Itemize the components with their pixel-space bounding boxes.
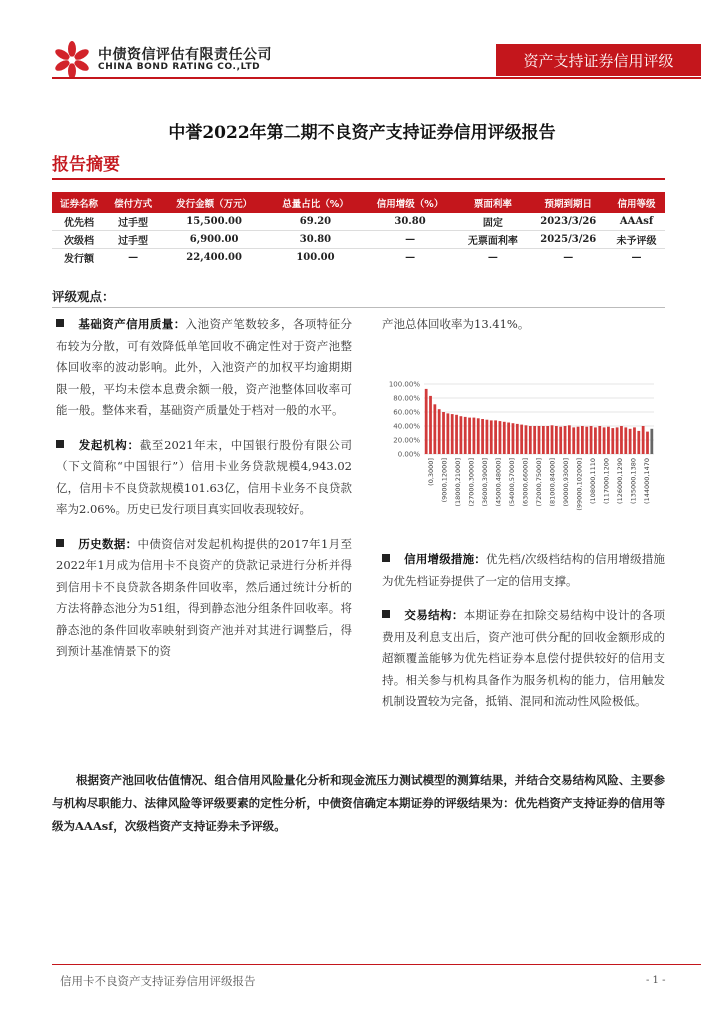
chart-bar	[516, 424, 519, 454]
chart-x-tick-label: (36000,39000]	[480, 458, 489, 507]
section-divider	[52, 178, 665, 180]
logo-flower-icon	[52, 40, 92, 80]
table-cell: —	[563, 252, 574, 263]
table-row	[52, 231, 665, 249]
point-text: 入池资产笔数较多，各项特征分布较为分散，可有效降低单笔回收不确定性对于资产池整体回收率的波动影响。此外，入池资产的加权平均逾期期限一般，平均未偿本息费余额一般，资产池整体回收率可能一般。整体来看，基础资产质量处于档对一般的水平。	[56, 317, 353, 417]
table-header-cell: 总量占比（%）	[268, 192, 363, 213]
table-cell: AAAsf	[608, 213, 665, 231]
table-header-cell: 证券名称	[52, 192, 106, 213]
table-cell: 15,500.00	[160, 213, 268, 231]
chart-bar	[646, 432, 649, 454]
chart-y-axis	[389, 381, 420, 459]
chart-bar	[429, 396, 432, 454]
square-bullet-icon	[56, 440, 64, 448]
point-originator	[56, 435, 352, 521]
chart-bar	[486, 420, 489, 454]
table-cell: 优先档	[52, 213, 106, 231]
chart-x-tick-label: (72000,75000]	[535, 458, 543, 507]
square-bullet-icon	[56, 539, 64, 547]
chart-bar	[650, 429, 653, 454]
chart-bar	[629, 429, 632, 454]
table-header-cell: 发行金额（万元）	[160, 192, 268, 213]
point-text: 本期证券在扣除交易结构中设计的各项费用及利息支出后，资产池可供分配的回收金额形成的超额覆盖能够为优先档证券本息偿付提供较好的信用支持。相关参与机构具备作为服务机构的能力，信用触发机制设置较为完备，抵销、混同和流动性风险极低。	[382, 608, 666, 708]
recovery-rate-chart	[372, 378, 662, 528]
chart-bar	[603, 427, 606, 454]
chart-bar	[451, 414, 454, 454]
chart-bar	[538, 426, 541, 454]
chart-x-tick-label: (54000,57000]	[507, 458, 516, 507]
table-cell: 2025/3/26	[528, 231, 608, 249]
chart-bar	[624, 427, 627, 454]
chart-y-tick-label: 20.00%	[393, 436, 420, 445]
chart-bar	[611, 428, 614, 454]
footer-report-name: 信用卡不良资产支持证券信用评级报告	[60, 974, 256, 988]
brand-name-cn: 中债资信评估有限责任公司	[98, 47, 272, 63]
summary-table	[52, 192, 665, 266]
header-divider	[52, 77, 701, 79]
chart-bar	[607, 427, 610, 454]
chart-x-tick-label: (90000,93000]	[562, 458, 571, 507]
chart-bar	[468, 418, 471, 454]
chart-x-tick-label: (18000,21000]	[453, 458, 462, 507]
point-keyword: 历史数据：	[78, 536, 138, 551]
table-cell: 过手型	[106, 231, 160, 249]
chart-bars	[425, 389, 653, 454]
table-cell: 2023/3/26	[528, 213, 608, 231]
chart-bar	[490, 420, 493, 454]
point-keyword: 信用增级措施：	[404, 552, 486, 566]
chart-bar	[620, 426, 623, 454]
chart-bar	[572, 427, 575, 454]
chart-bar	[585, 427, 588, 454]
page-number: - 1 -	[646, 975, 666, 986]
table-cell: —	[487, 252, 498, 263]
header-category-band: 资产支持证券信用评级	[496, 44, 701, 76]
point-text: 截至2021年末，中国银行股份有限公司（下文简称“中国银行”）信用卡业务贷款规模4,943.02亿，信用卡不良贷款规模101.63亿，信用卡业务不良贷款率为2.06%。历史已发行项目真实回收表现较好。	[56, 437, 353, 516]
chart-x-tick-label: (27000,30000]	[467, 458, 476, 507]
chart-x-tick-label: (126000,1290	[616, 458, 625, 504]
point-credit-enhancement	[382, 549, 665, 592]
point-text: 中债资信对发起机构提供的2017年1月至2022年1月成为信用卡不良资产的贷款记录进行分析并得到信用卡不良贷款各期条件回收率，然后通过统计分析的方法将静态池分为51组，得到静态池分组条件回收率。将静态池的条件回收率映射到资产池并对其进行调整后，得到预计基准情景下的资	[56, 536, 352, 658]
footer-divider	[52, 964, 701, 965]
point-credit-quality	[56, 314, 352, 422]
square-bullet-icon	[382, 610, 390, 618]
viewpoint-divider	[52, 307, 665, 308]
table-cell: 次级档	[52, 231, 106, 249]
chart-bar	[464, 417, 467, 454]
chart-y-tick-label: 80.00%	[393, 394, 420, 403]
table-cell: 无票面利率	[457, 231, 528, 249]
chart-bar	[564, 426, 567, 454]
chart-bar	[473, 418, 476, 454]
table-cell: 6,900.00	[160, 231, 268, 249]
chart-bar	[481, 419, 484, 454]
chart-bar	[455, 415, 458, 454]
chart-y-tick-label: 0.00%	[397, 450, 420, 459]
chart-bar	[533, 426, 536, 454]
chart-x-tick-label: (135000,1380	[629, 458, 638, 504]
table-row	[52, 213, 665, 231]
chart-bar	[499, 421, 502, 454]
table-cell: 100.00	[296, 252, 335, 263]
table-cell: 发行额	[64, 254, 95, 265]
chart-x-tick-label: (144000,1470	[643, 458, 652, 504]
table-cell: 未予评级	[608, 231, 665, 249]
chart-y-tick-label: 100.00%	[388, 380, 420, 389]
company-logo	[52, 40, 92, 80]
square-bullet-icon	[382, 554, 390, 562]
chart-bar	[551, 425, 554, 454]
point-keyword: 基础资产信用质量：	[78, 317, 186, 331]
chart-bar	[577, 427, 580, 454]
chart-bar	[559, 427, 562, 454]
chart-bar	[507, 423, 510, 455]
section-title: 报告摘要	[52, 155, 120, 175]
chart-bar	[512, 423, 515, 454]
chart-bar	[633, 427, 636, 454]
chart-bar	[525, 425, 528, 454]
chart-x-axis	[427, 458, 651, 511]
table-cell: 30.80	[268, 231, 363, 249]
table-cell: —	[405, 252, 416, 263]
table-header-cell: 信用增级（%）	[363, 192, 458, 213]
table-header-cell: 信用等级	[608, 192, 665, 213]
table-cell: —	[631, 252, 642, 263]
chart-x-tick-label: (45000,48000]	[494, 458, 503, 507]
right-column-bottom	[382, 549, 665, 726]
chart-bar	[590, 426, 593, 454]
chart-bar	[568, 425, 571, 454]
point-text: 优先档/次级档结构的信用增级措施为优先档证券提供了一定的信用支撑。	[382, 552, 666, 588]
viewpoint-heading: 评级观点：	[52, 289, 115, 304]
table-cell: 过手型	[106, 213, 160, 231]
report-title: 中誉2022年第二期不良资产支持证券信用评级报告	[168, 123, 556, 143]
chart-bar	[442, 412, 445, 454]
chart-x-tick-label: (99000,102000]	[575, 458, 584, 511]
table-row	[52, 249, 665, 267]
chart-x-tick-label: (108000,1110	[589, 458, 598, 504]
point-keyword: 发起机构：	[78, 437, 140, 452]
table-header-cell: 票面利率	[457, 192, 528, 213]
point-transaction-structure	[382, 605, 665, 713]
chart-bar	[459, 416, 462, 454]
table-header-cell: 偿付方式	[106, 192, 160, 213]
chart-bar	[503, 422, 506, 454]
chart-bar	[446, 413, 449, 454]
chart-x-tick-label: (81000,84000]	[548, 458, 557, 507]
chart-bar	[529, 426, 532, 454]
chart-bar	[594, 427, 597, 454]
chart-bar	[598, 426, 601, 454]
chart-bar	[433, 404, 436, 454]
table-cell: —	[363, 231, 458, 249]
chart-bar	[520, 425, 523, 454]
chart-y-tick-label: 40.00%	[393, 422, 420, 431]
left-column	[56, 314, 352, 676]
chart-x-tick-label: (63000,66000]	[521, 458, 530, 507]
chart-bar	[477, 418, 480, 454]
table-cell: 69.20	[268, 213, 363, 231]
rating-conclusion: 根据资产池回收估值情况、组合信用风险量化分析和现金流压力测试模型的测算结果，并结合交易结构风险、主要参与机构尽职能力、法律风险等评级要素的定性分析，中债资信确定本期证券的评级结果为：优先档资产支持证券的信用等级为AAAsf，次级档资产支持证券未予评级。	[52, 773, 665, 833]
chart-bar	[642, 426, 645, 454]
chart-bar	[546, 426, 549, 454]
square-bullet-icon	[56, 319, 64, 327]
table-cell: 30.80	[363, 213, 458, 231]
table-cell: 固定	[457, 213, 528, 231]
point-keyword: 交易结构：	[404, 608, 464, 622]
brand-name-en: CHINA BOND RATING CO.,LTD	[98, 62, 261, 72]
chart-x-tick-label: (117000,1200	[602, 458, 611, 504]
right-column-top	[382, 314, 665, 349]
table-header-row	[52, 192, 665, 213]
chart-x-tick-label: (9000,12000]	[440, 458, 449, 503]
point-history-continued: 产池总体回收率为13.41%。	[382, 317, 530, 331]
table-cell: —	[128, 252, 139, 263]
chart-bar	[555, 426, 558, 454]
table-header-cell: 预期到期日	[528, 192, 608, 213]
chart-x-tick-label: (0,3000]	[426, 458, 435, 486]
chart-bar	[542, 426, 545, 454]
chart-bar	[637, 431, 640, 454]
chart-bar	[438, 409, 441, 454]
chart-bar	[581, 426, 584, 454]
point-history	[56, 534, 352, 663]
chart-y-tick-label: 60.00%	[393, 408, 420, 417]
chart-bar	[616, 427, 619, 454]
table-cell: 22,400.00	[186, 252, 242, 263]
chart-bar	[494, 420, 497, 454]
chart-bar	[425, 389, 428, 454]
